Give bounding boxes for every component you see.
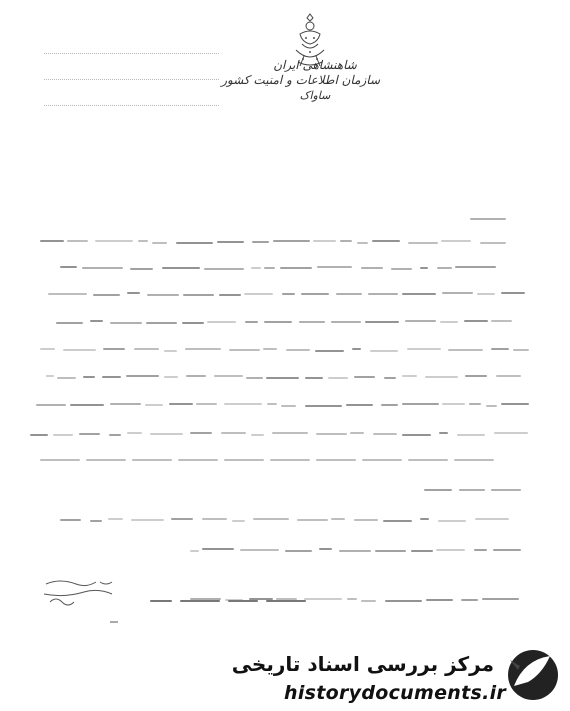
- org-line: شاهنشاهی ایران: [273, 58, 357, 72]
- body-text-line: [190, 548, 530, 556]
- body-text-line: [424, 488, 530, 496]
- organization-header: [221, 58, 380, 103]
- watermark: [231, 644, 566, 708]
- letter-metadata: [44, 44, 219, 122]
- watermark-url: historydocuments.ir: [284, 682, 507, 704]
- metadata-row: [44, 96, 219, 122]
- body-text-line: [40, 240, 530, 248]
- metadata-row: [44, 44, 219, 70]
- body-text-line: [60, 518, 530, 526]
- metadata-row: [44, 70, 219, 96]
- signature-mark: [40, 574, 130, 634]
- body-text-line: [30, 432, 530, 440]
- body-text-line: [60, 266, 530, 274]
- body-text-line: [46, 375, 530, 383]
- copy-line-mark: [150, 596, 310, 606]
- body-text-line: [48, 292, 530, 300]
- watermark-title: مرکز بررسی اسناد تاریخی: [231, 652, 494, 676]
- org-line: سازمان اطلاعات و امنیت کشور: [221, 73, 380, 87]
- body-text-line: [40, 348, 530, 356]
- body-text-line: [36, 403, 530, 411]
- body-text-line: [470, 216, 530, 224]
- body-text-line: [56, 320, 530, 328]
- archive-logo-icon: [502, 646, 564, 704]
- body-text-line: [40, 459, 530, 467]
- org-line: ساواک: [299, 89, 331, 102]
